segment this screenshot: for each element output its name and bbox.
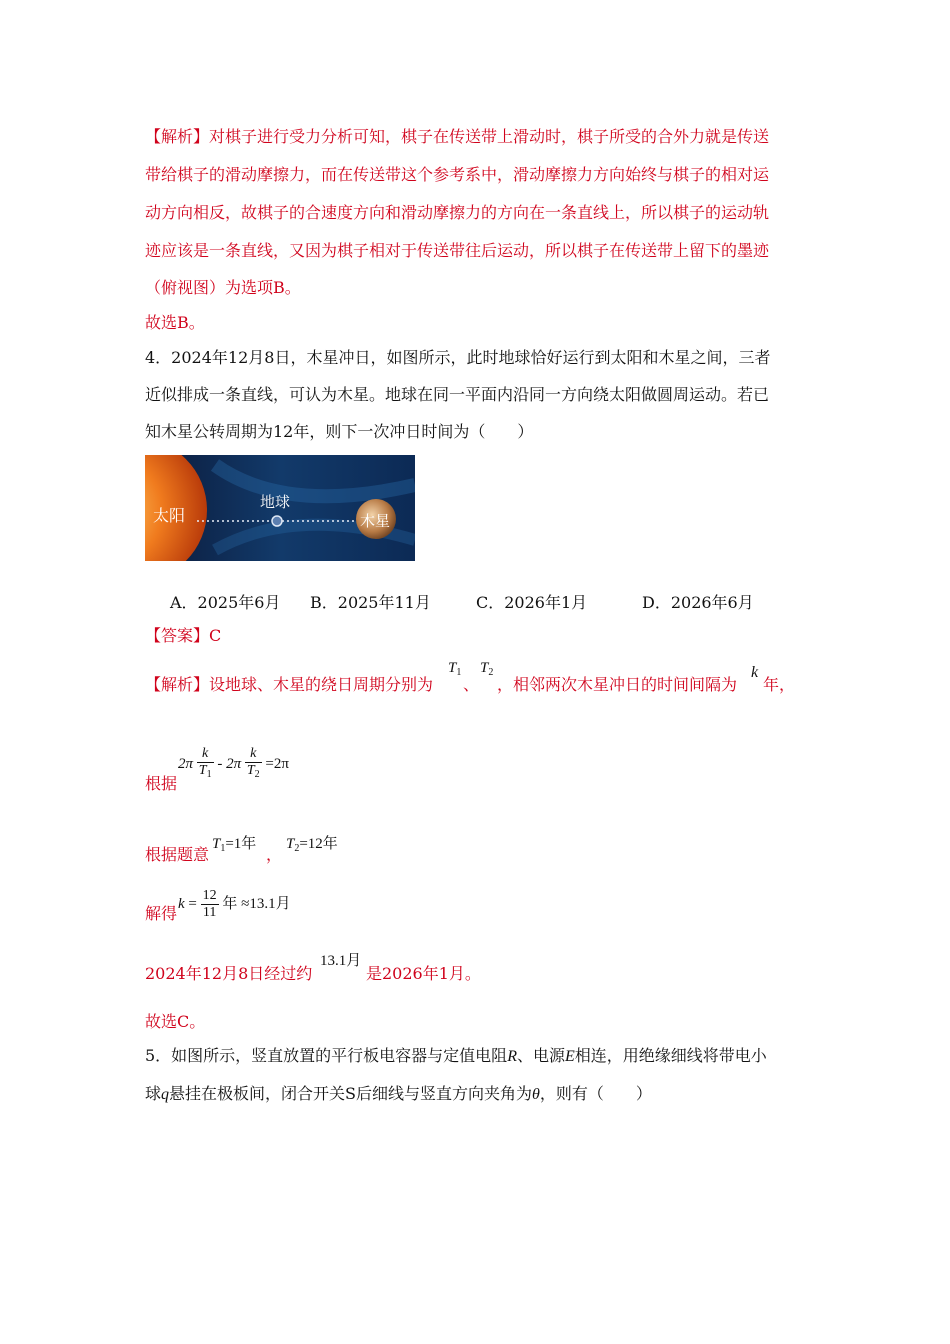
q3-analysis-line-1 <box>145 127 769 147</box>
analysis-text: 对棋子进行受力分析可知，棋子在传送带上滑动时，棋子所受的合外力就是传送 <box>209 127 770 146</box>
analysis-text-c: 年， <box>763 675 796 694</box>
analysis-tag: 【解析】 <box>145 675 210 694</box>
final-text-a: 2024年12月8日经过约 <box>145 964 313 983</box>
conjunction-figure <box>145 455 415 561</box>
basis-equation: 2π $\frac{k}{T_1}$ - 2π $\frac{k}{T_2}$ =2π <box>178 746 289 783</box>
q4-conclusion: 故选C。 <box>145 1012 206 1031</box>
conjunction-illustration <box>145 455 415 561</box>
analysis-text-b: ，相邻两次木星冲日的时间间隔为 <box>497 675 738 694</box>
q4-answer <box>145 626 221 646</box>
answer-value: C <box>209 626 222 645</box>
symbol-k: k <box>751 664 759 681</box>
basis-label: 根据 <box>145 774 178 793</box>
q4-analysis-line <box>145 675 433 695</box>
q4-stem-line-1: 4．2024年12月8日，木星冲日，如图所示，此时地球恰好运行到太阳和木星之间，三者 <box>145 348 771 367</box>
analysis-separator: 、 <box>463 675 480 694</box>
option-a: A．2025年6月 <box>170 593 281 612</box>
earth-label: 地球 <box>260 493 291 511</box>
final-months: 13.1月 <box>320 953 362 969</box>
q5-stem-line-1: 5．如图所示，竖直放置的平行板电容器与定值电阻R、电源E相连，用绝缘细线将带电小 <box>145 1046 767 1065</box>
given-comma: ， <box>266 845 283 864</box>
earth-disc <box>272 516 282 526</box>
fraction-k-t2: $\frac{k}{T_2}$ <box>246 746 260 780</box>
given-t1: $T_1=1$年 <box>212 836 257 854</box>
q3-analysis-line-4: 迹应该是一条直线，又因为棋子相对于传送带往后运动，所以棋子在传送带上留下的墨迹 <box>145 241 770 260</box>
q3-conclusion: 故选B。 <box>145 313 205 332</box>
analysis-tag: 【解析】 <box>145 127 210 146</box>
symbol-t2: $T_2$ <box>480 660 494 678</box>
symbol-t1: $T_1$ <box>448 660 462 678</box>
solve-label: 解得 <box>145 904 178 923</box>
option-c: C．2026年1月 <box>476 593 588 612</box>
q3-analysis-line-2: 带给棋子的滑动摩擦力，而在传送带这个参考系中，滑动摩擦力方向始终与棋子的相对运 <box>145 165 770 184</box>
fraction-k-t1: $\frac{k}{T_1}$ <box>198 746 212 780</box>
q5-stem-line-2: 球q悬挂在极板间，闭合开关S后细线与竖直方向夹角为θ，则有（ ） <box>145 1084 652 1103</box>
option-d: D．2026年6月 <box>642 593 754 612</box>
q3-analysis-line-3: 动方向相反，故棋子的合速度方向和滑动摩擦力的方向在一条直线上，所以棋子的运动轨 <box>145 203 770 222</box>
option-b: B．2025年11月 <box>310 593 431 612</box>
jupiter-label: 木星 <box>360 512 391 530</box>
answer-tag: 【答案】 <box>145 626 210 645</box>
final-text-b: 是2026年1月。 <box>366 964 481 983</box>
q3-analysis-line-5: （俯视图）为选项B。 <box>145 278 301 297</box>
analysis-text-a: 设地球、木星的绕日周期分别为 <box>209 675 434 694</box>
q4-stem-line-2: 近似排成一条直线，可认为木星。地球在同一平面内沿同一方向绕太阳做圆周运动。若已 <box>145 385 770 404</box>
given-label: 根据题意 <box>145 845 210 864</box>
fraction-12-11: $\frac{12}{11}$ <box>202 888 217 920</box>
given-t2: $T_2=12$年 <box>286 836 338 854</box>
solve-equation: k = $\frac{12}{11}$ 年 ≈13.1月 <box>178 888 291 920</box>
sun-label: 太阳 <box>153 506 186 525</box>
q4-stem-line-3: 知木星公转周期为12年，则下一次冲日时间为（ ） <box>145 422 534 441</box>
